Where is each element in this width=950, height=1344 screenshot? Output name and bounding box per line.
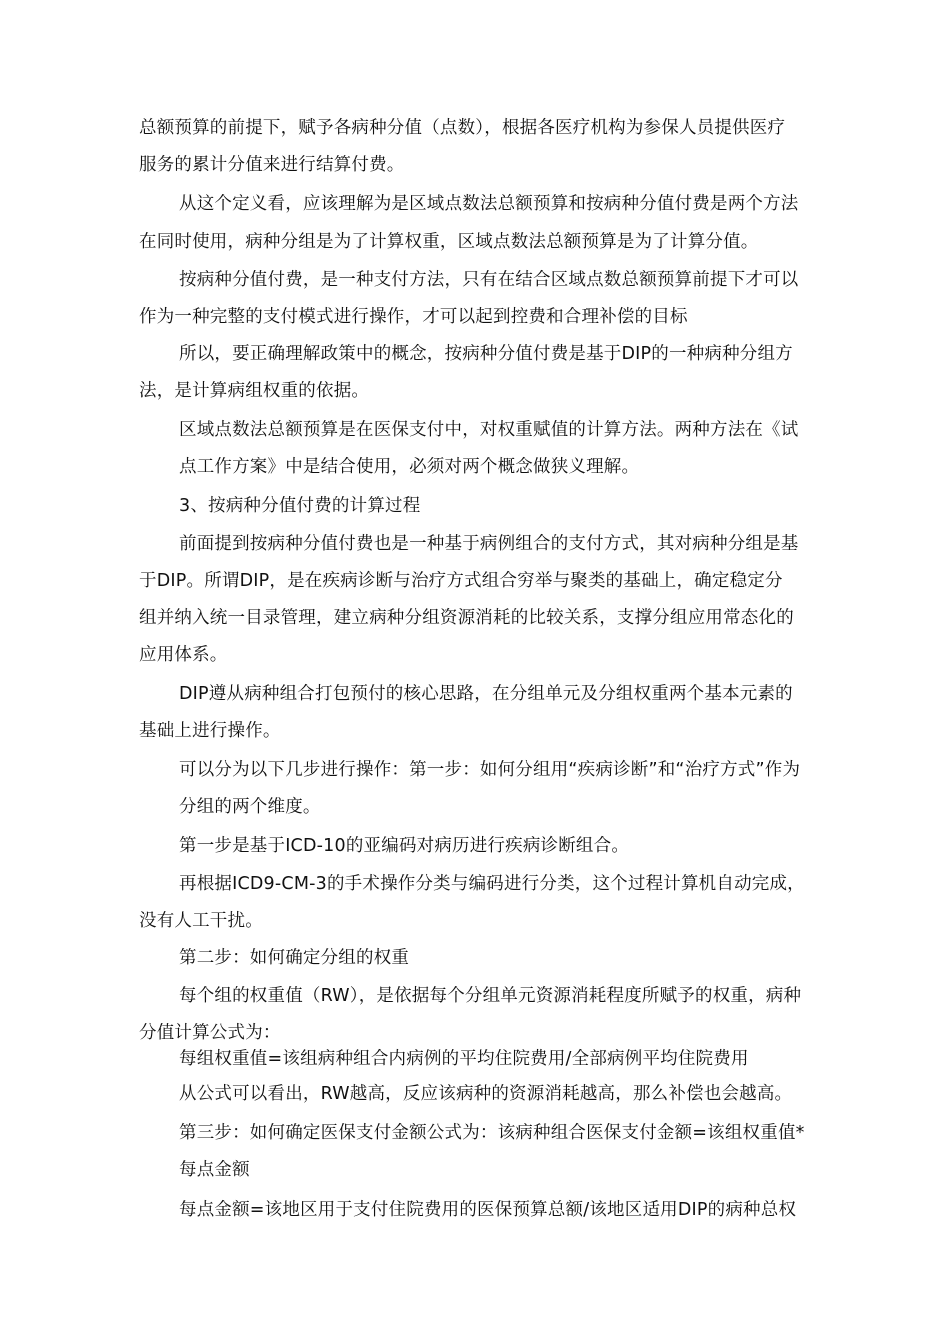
text-line: 总额预算的前提下，赋予各病种分值（点数），根据各医疗机构为参保人员提供医疗 [139, 118, 786, 138]
text-line: 组并纳入统一目录管理，建立病种分组资源消耗的比较关系，支撑分组应用常态化的 [139, 608, 794, 628]
formula-line: 每组权重值=该组病种组合内病例的平均住院费用/全部病例平均住院费用 [179, 1049, 749, 1069]
text-line: 基础上进行操作。 [139, 721, 281, 741]
text-line: 应用体系。 [139, 645, 228, 665]
formula-line: 每点金额=该地区用于支付住院费用的医保预算总额/该地区适用DIP的病种总权 [179, 1200, 797, 1220]
text-line: 可以分为以下几步进行操作：第一步：如何分组用“疾病诊断”和“治疗方式”作为 [179, 760, 801, 780]
text-line: DIP遵从病种组合打包预付的核心思路，在分组单元及分组权重两个基本元素的 [179, 684, 793, 704]
text-line: 分值计算公式为： [139, 1023, 281, 1043]
text-line: 分组的两个维度。 [179, 797, 321, 817]
text-line: 区域点数法总额预算是在医保支付中，对权重赋值的计算方法。两种方法在《试 [179, 420, 799, 440]
text-line: 作为一种完整的支付模式进行操作，才可以起到控费和合理补偿的目标 [139, 307, 688, 327]
text-line: 从公式可以看出，RW越高，反应该病种的资源消耗越高，那么补偿也会越高。 [179, 1084, 793, 1104]
text-line: 没有人工干扰。 [139, 911, 263, 931]
text-line: 再根据ICD9-CM-3的手术操作分类与编码进行分类，这个过程计算机自动完成， [179, 874, 805, 894]
text-line: 服务的累计分值来进行结算付费。 [139, 155, 405, 175]
text-line: 在同时使用，病种分组是为了计算权重，区域点数法总额预算是为了计算分值。 [139, 232, 759, 252]
text-line: 所以，要正确理解政策中的概念，按病种分值付费是基于DIP的一种病种分组方 [179, 344, 793, 364]
text-line: 第一步是基于ICD-10的亚编码对病历进行疾病诊断组合。 [179, 836, 630, 856]
text-line: 每个组的权重值（RW），是依据每个分组单元资源消耗程度所赋予的权重，病种 [179, 986, 802, 1006]
text-line: 前面提到按病种分值付费也是一种基于病例组合的支付方式，其对病种分组是基 [179, 534, 799, 554]
text-line: 每点金额 [179, 1160, 250, 1180]
text-line: 于DIP。所谓DIP，是在疾病诊断与治疗方式组合穷举与聚类的基础上，确定稳定分 [139, 571, 783, 591]
formula-line: 第三步：如何确定医保支付金额公式为：该病种组合医保支付金额=该组权重值* [179, 1123, 805, 1143]
text-line: 从这个定义看，应该理解为是区域点数法总额预算和按病种分值付费是两个方法 [179, 194, 799, 214]
text-line: 点工作方案》中是结合使用，必须对两个概念做狭义理解。 [179, 457, 640, 477]
text-line: 法，是计算病组权重的依据。 [139, 381, 370, 401]
section-heading: 3、按病种分值付费的计算过程 [179, 496, 421, 516]
text-line: 按病种分值付费，是一种支付方法，只有在结合区域点数总额预算前提下才可以 [179, 270, 799, 290]
text-line: 第二步：如何确定分组的权重 [179, 948, 410, 968]
